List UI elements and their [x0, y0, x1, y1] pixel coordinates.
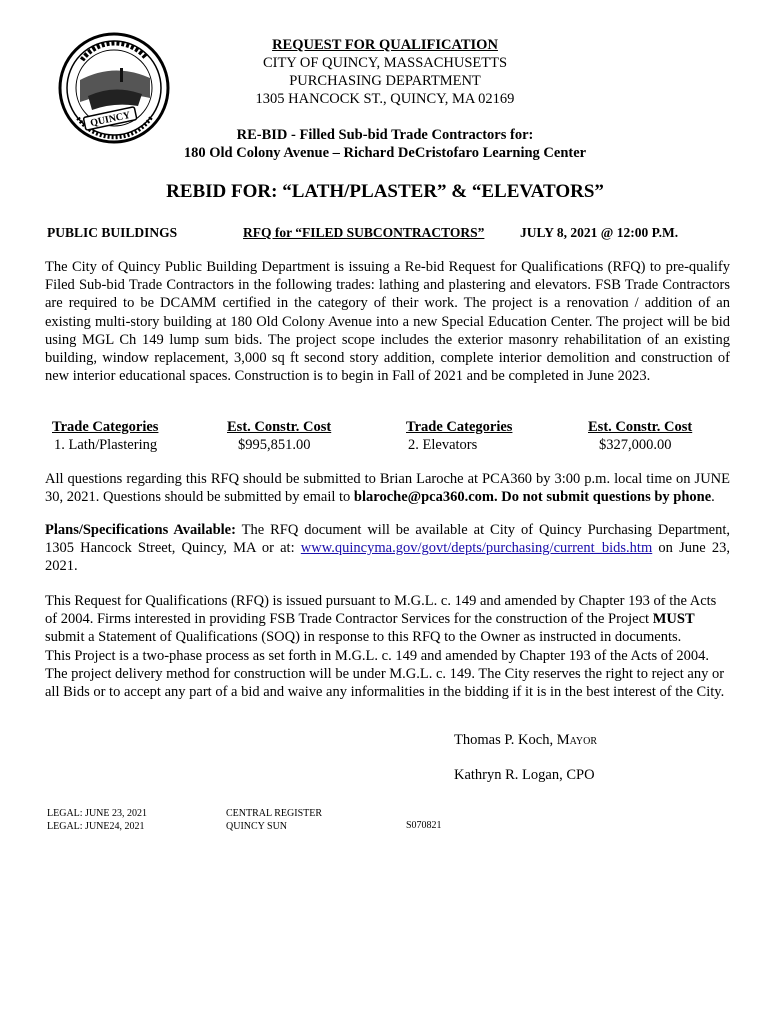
- rebid-heading: [60, 126, 710, 162]
- meta-rfq-type: RFQ for “FILED SUBCONTRACTORS”: [243, 225, 485, 240]
- intro-paragraph: The City of Quincy Public Building Department is issuing a Re-bid Request for Qualifications (RFQ) to pre-qualify Filed Sub-bid Trade Contractors in the following trades: lathing and plastering and elevators. FSB Trade Contractors are required to be DCAMM certified in the category of their work. The project is a renovation / addition of an existing multi-story building at 180 Old Colony Avenue into a new Special Education Center. The project will be bid using MGL Ch 149 lump sum bids. The project scope includes the exterior masonry rehabilitation of an existing building, window replacement, 3,000 sq ft second story addition, complete interior demolition and construction of new interior educational spaces. Construction is to begin in Fall of 2021 and be completed in June 2023.: [45, 259, 730, 385]
- cpo-signature: Kathryn R. Logan, CPO: [454, 767, 595, 783]
- plans-paragraph: [45, 521, 730, 576]
- footer-legal-dates: [47, 808, 147, 833]
- plans-lead: Plans/Specifications Available:: [45, 522, 236, 538]
- plans-end: on June 23, 2021.: [45, 540, 730, 575]
- legal-must: MUST: [652, 611, 695, 628]
- legal-part-1: This Request for Qualifications (RFQ) is issued pursuant to M.G.L. c. 149 and amended by Chapter 193 of the Acts of 2004. Firms interested in providing FSB Trade Contractor Services for the construction of the Project: [45, 593, 717, 628]
- mayor-title: Mayor: [556, 732, 598, 748]
- mayor-signature: [454, 732, 597, 749]
- legal-part-3: This Project is a two-phase process as set forth in M.G.L. c. 149 and amended by Chapter 193 of the Acts of 2004. The project delivery method for construction will be under M.G.L. c. 149. The City reserves the right to reject any or all Bids or to accept any part of a bid and waive any informalities in the bidding if it is in the best interest of the City.: [45, 647, 725, 701]
- trade-category-2: 2. Elevators: [408, 437, 478, 453]
- footer-legal-1: LEGAL: JUNE 23, 2021: [47, 808, 147, 819]
- legal-part-2: submit a Statement of Qualifications (SOQ) in response to this RFQ to the Owner as instructed in documents.: [45, 629, 682, 646]
- rebid-for-title: REBID FOR: “LATH/PLASTER” & “ELEVATORS”: [166, 181, 604, 202]
- questions-text: All questions regarding this RFQ should be submitted to Brian Laroche at PCA360 by 3:00 p.m. local time on JUNE 30, 2021. Questions should be submitted by email to: [45, 471, 730, 506]
- legal-paragraph: [45, 592, 730, 701]
- footer-publications: [226, 808, 322, 833]
- bids-link[interactable]: www.quincyma.gov/govt/depts/purchasing/current_bids.htm: [300, 540, 653, 557]
- questions-email-bold: blaroche@pca360.com. Do not submit questions by phone: [353, 489, 712, 506]
- rebid-line-2: 180 Old Colony Avenue – Richard DeCristofaro Learning Center: [183, 145, 587, 161]
- meta-date: JULY 8, 2021 @ 12:00 P.M.: [520, 225, 679, 240]
- document-title: REQUEST FOR QUALIFICATION: [272, 37, 498, 53]
- trade-category-header: Trade Categories: [406, 419, 513, 435]
- rebid-line-1: RE-BID - Filled Sub-bid Trade Contractors for:: [236, 127, 534, 143]
- meta-department: PUBLIC BUILDINGS: [47, 225, 178, 240]
- footer-code: S070821: [406, 820, 442, 831]
- plans-text: The RFQ document will be available at City of Quincy Purchasing Department, 1305 Hancock Street, Quincy, MA or at:: [45, 522, 730, 557]
- trade-category-header: Trade Categories: [52, 419, 159, 435]
- trade-column-4: [588, 418, 692, 454]
- trade-column-2: [227, 418, 331, 454]
- trade-column-1: [52, 418, 158, 454]
- questions-end: .: [711, 489, 715, 506]
- trade-cost-1: $995,851.00: [238, 437, 311, 453]
- seal-text: QUINCY: [89, 109, 132, 130]
- mayor-name: Thomas P. Koch,: [454, 732, 557, 748]
- trade-cost-2: $327,000.00: [599, 437, 672, 453]
- trade-column-3: [406, 418, 512, 454]
- header-city: CITY OF QUINCY, MASSACHUSETTS: [262, 55, 508, 71]
- trade-cost-header: Est. Constr. Cost: [227, 419, 332, 435]
- trade-category-1: 1. Lath/Plastering: [54, 437, 158, 453]
- trade-cost-header: Est. Constr. Cost: [588, 419, 693, 435]
- document-header: [150, 36, 620, 108]
- footer-legal-2: LEGAL: JUNE24, 2021: [47, 820, 145, 832]
- questions-paragraph: [45, 470, 730, 506]
- footer-pub-1: CENTRAL REGISTER: [226, 808, 323, 819]
- footer-pub-2: QUINCY SUN: [226, 820, 288, 832]
- header-department: PURCHASING DEPARTMENT: [289, 73, 481, 89]
- header-address: 1305 HANCOCK ST., QUINCY, MA 02169: [255, 91, 515, 107]
